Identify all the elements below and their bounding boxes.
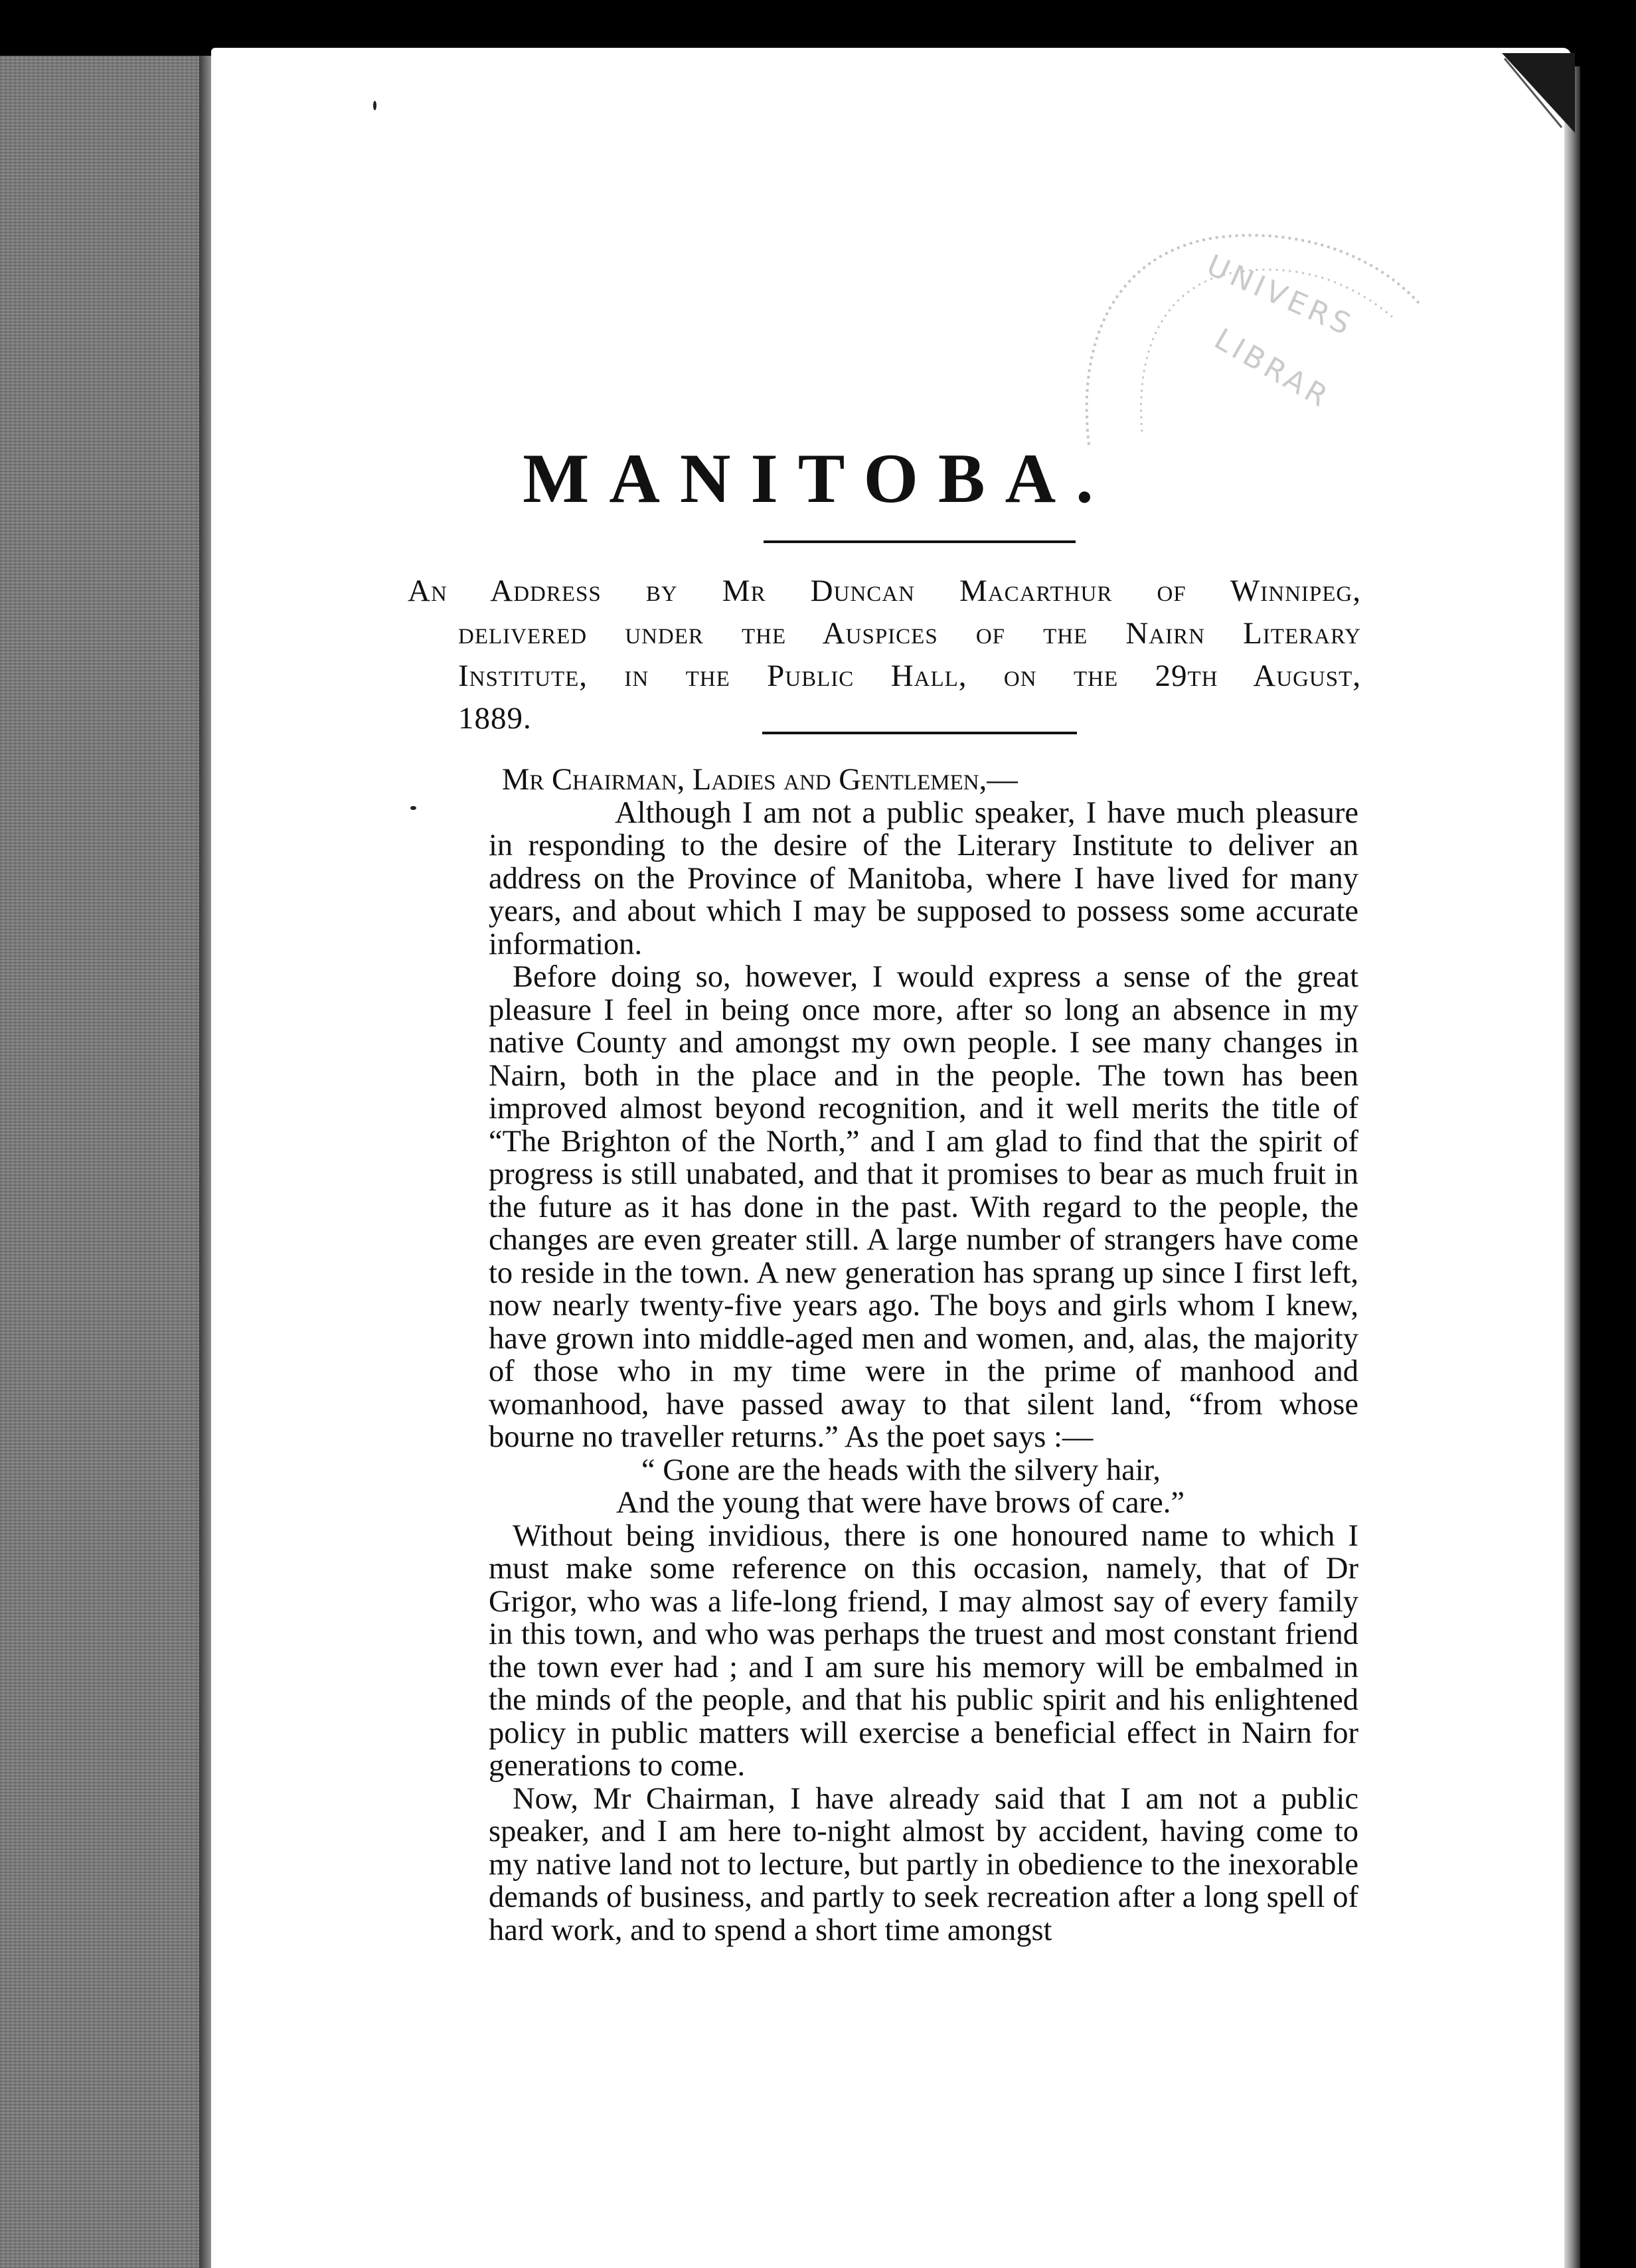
paragraph: Although I am not a public speaker, I have much pleasure in responding to the desire of the Literary Institute to deliver an address on the Province of Manitoba, where I have lived for many years, and about which I may be supposed to possess some accurate information. <box>489 795 1358 961</box>
ink-speck <box>410 806 416 810</box>
subtitle-rule <box>762 732 1077 734</box>
paragraph: Without being invidious, there is one honoured name to which I must make some reference on this occasion, namely, that of Dr Grigor, who was a life-long friend, I may almost say of every family in this town, and who was perhaps the truest and most constant friend the town ever had ; and I am sure his memory will be embalmed in the minds of the people, and that his public spirit and his enlightened policy in public matters will exercise a beneficial effect in Nairn for generations to come. <box>489 1518 1358 1783</box>
salutation: Mr Chairman, Ladies and Gentlemen,— <box>502 763 1018 797</box>
page-right-edge <box>1564 66 1580 2268</box>
subtitle-line-2: delivered under the Auspices of the Nairn Literary <box>458 616 1361 651</box>
folded-corner <box>1502 53 1575 133</box>
verse-line-2: And the young that were have brows of care.” <box>616 1486 1185 1520</box>
address-subtitle <box>408 570 1361 740</box>
paragraph: Now, Mr Chairman, I have already said that I am not a public speaker, and I am here to-night almost by accident, having come to my native land not to lecture, but partly in obedience to the inexorable demands of business, and partly to seek recreation after a long spell of hard work, and to spend a short time amongst <box>489 1781 1358 1947</box>
stamp-text-1: UNIVERS <box>1201 248 1359 343</box>
page-title: MANITOBA. <box>523 440 1113 517</box>
verse-quote <box>489 1454 1358 1520</box>
ink-speck <box>373 101 376 110</box>
title-rule <box>764 540 1076 543</box>
subtitle-line-3: Institute, in the Public Hall, on the 29th August, <box>458 659 1361 693</box>
paragraph: Before doing so, however, I would express a sense of the great pleasure I feel in being once more, after so long an absence in my native County and amongst my own people. I see many changes in Nairn, both in the place and in the people. The town has been improved almost beyond recognition, and it well merits the title of “The Brighton of the North,” and I am glad to find that the spirit of progress is still unabated, and that it promises to bear as much fruit in the future as it has done in the past. With regard to the people, the changes are even greater still. A large number of strangers have come to reside in the town. A new generation has sprang up since I first left, now nearly twenty-five years ago. The boys and girls whom I knew, have grown into middle-aged men and women, and, alas, the majority of those who in my time were in the prime of manhood and womanhood, have passed away to that silent land, “from whose bourne no traveller returns.” As the poet says :— <box>489 960 1358 1454</box>
subtitle-line-1: An Address by Mr Duncan Macarthur of Winnipeg, <box>408 574 1361 608</box>
address-body <box>489 764 1358 1947</box>
binding-edge <box>199 56 212 2268</box>
verse-line-1: “ Gone are the heads with the silvery hair, <box>641 1453 1161 1487</box>
stamp-text-2: LIBRAR <box>1208 322 1337 416</box>
book-binding <box>0 56 199 2268</box>
subtitle-line-4: 1889. <box>458 701 532 736</box>
